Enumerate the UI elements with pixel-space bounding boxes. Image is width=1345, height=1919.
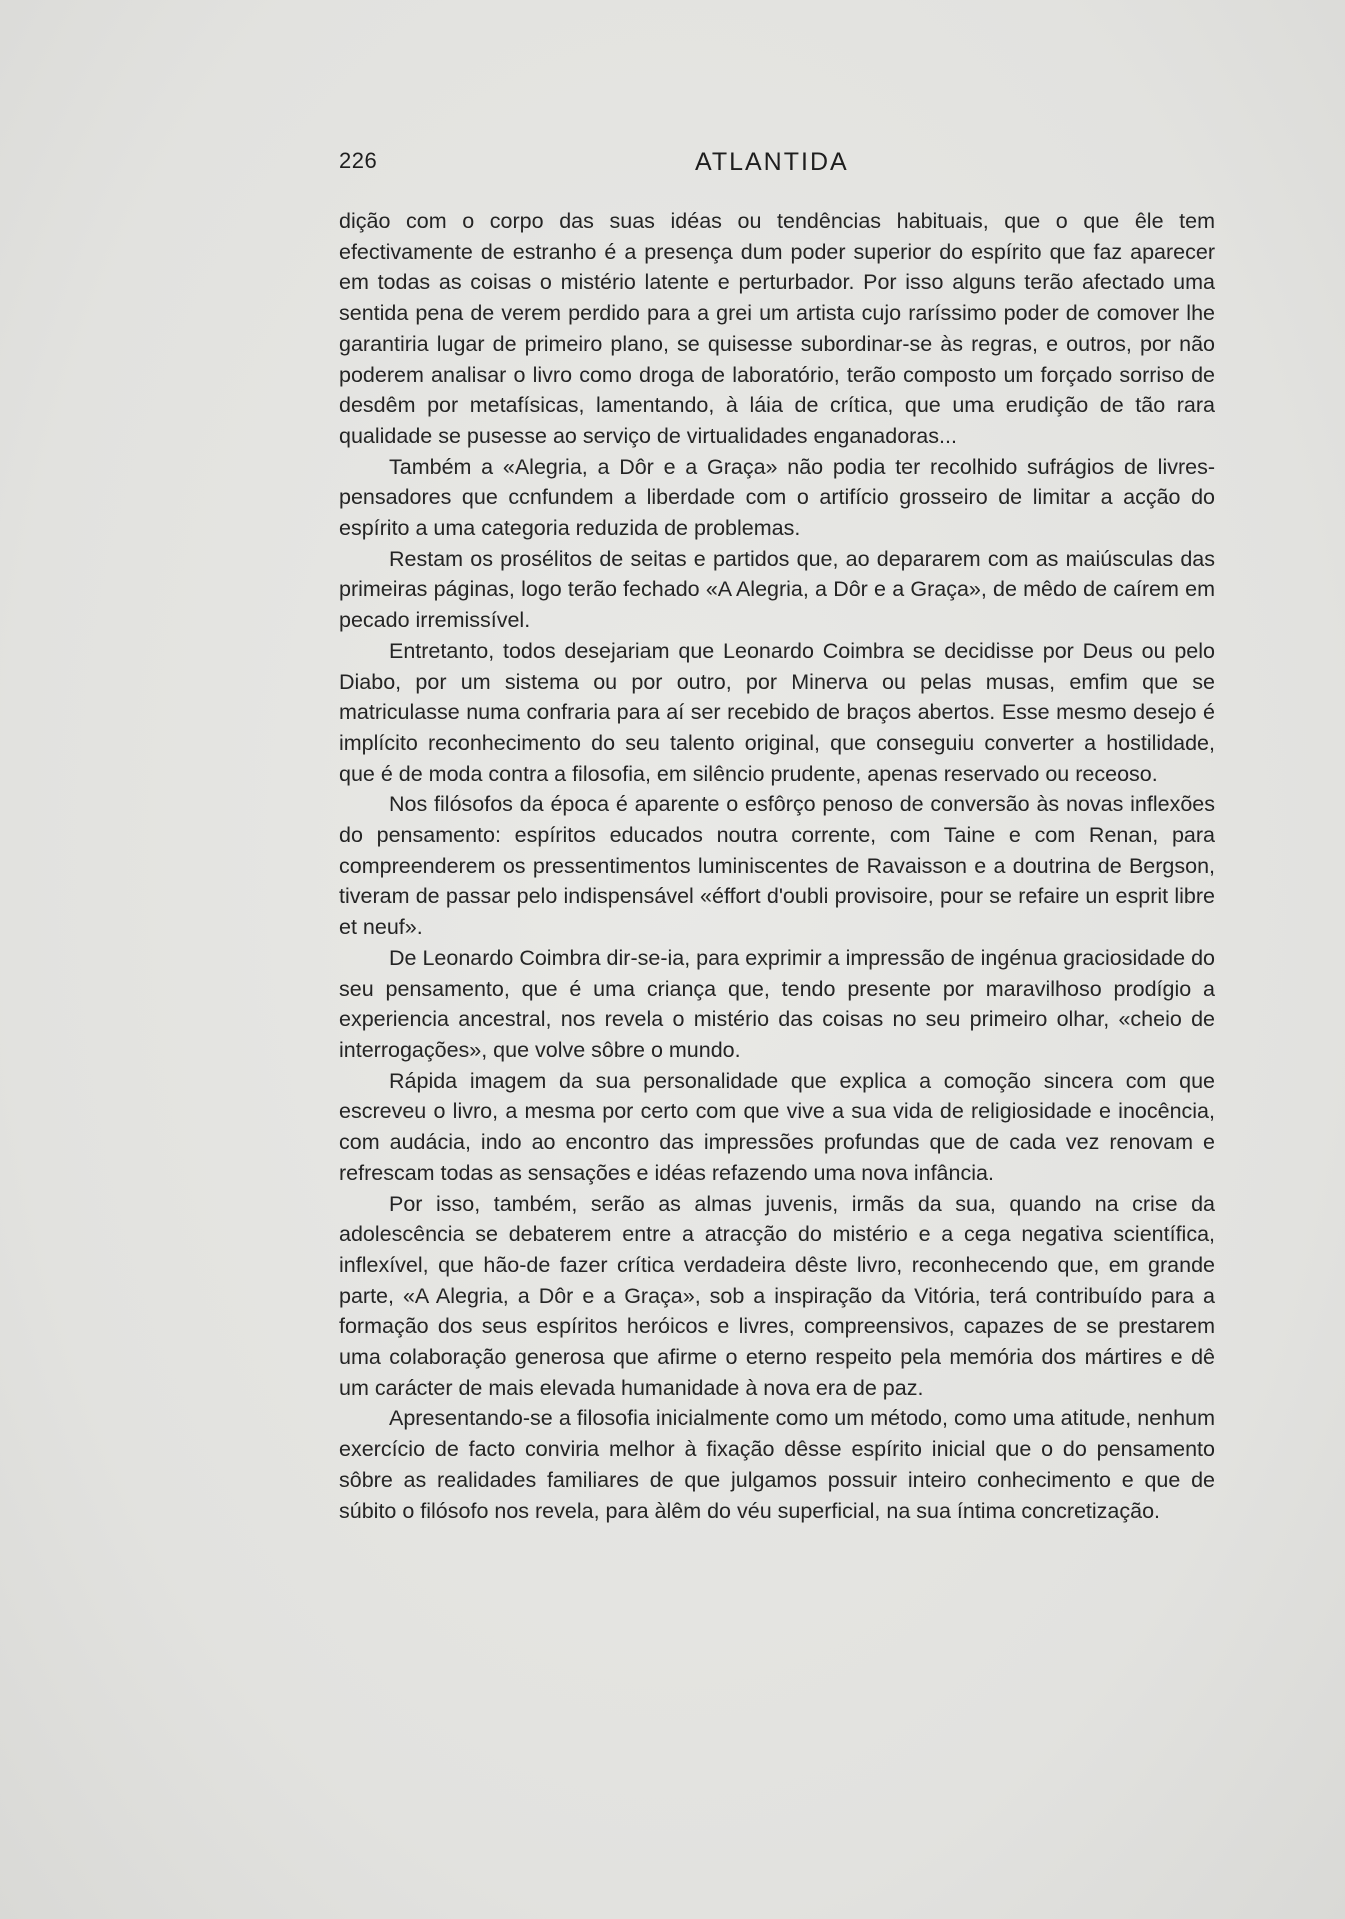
paragraph-9: Apresentando-se a filosofia inicialmente como um método, como uma atitude, nenhum exercício de facto conviria melhor à fixação dêsse espírito inicial que o do pensamento sôbre as realidades familiares de que julgamos possuir inteiro conhecimento e que de súbito o filósofo nos revela, para àlêm do véu superficial, na sua íntima concretização. [339,1406,1215,1523]
paragraph-4: Entretanto, todos desejariam que Leonardo Coimbra se decidisse por Deus ou pelo Diabo, por um sistema ou por outro, por Minerva ou pelas musas, emfim que se matriculasse numa confraria para aí ser recebido de braços abertos. Esse mesmo desejo é implícito reconhecimento do seu talento original, que conseguiu converter a hostilidade, que é de moda contra a filosofia, em silêncio prudente, apenas reservado ou receoso. [339,638,1215,786]
page-number: 226 [339,148,378,173]
page-header [339,148,1215,182]
running-title: ATLANTIDA [695,148,849,176]
body-text [339,206,1215,1526]
paragraph-5: Nos filósofos da época é aparente o esfôrço penoso de conversão às novas inflexões do pensamento: espíritos educados noutra corrente, com Taine e com Renan, para compreenderem os pressentimentos luminiscentes de Ravaisson e a doutrina de Bergson, tiveram de passar pelo indispensável «éffort d'oubli provisoire, pour se refaire un esprit libre et neuf». [339,792,1215,940]
paragraph-8: Por isso, também, serão as almas juvenis, irmãs da sua, quando na crise da adolescência se debaterem entre a atracção do mistério e a cega negativa scientífica, inflexível, que hão-de fazer crítica verdadeira dêste livro, reconhecendo que, em grande parte, «A Alegria, a Dôr e a Graça», sob a inspiração da Vitória, terá contribuído para a formação dos seus espíritos heróicos e livres, compreensivos, capazes de se prestarem uma colaboração generosa que afirme o eterno respeito pela memória dos mártires e dê um carácter de mais elevada humanidade à nova era de paz. [339,1191,1215,1400]
paragraph-1: dição com o corpo das suas idéas ou tendências habituais, que o que êle tem efectivamente de estranho é a presença dum poder superior do espírito que faz aparecer em todas as coisas o mistério latente e perturbador. Por isso alguns terão afectado uma sentida pena de verem perdido para a grei um artista cujo raríssimo poder de comover lhe garantiria lugar de primeiro plano, se quisesse subordinar-se às regras, e outros, por não poderem analisar o livro como droga de laboratório, terão composto um forçado sorriso de desdêm por metafísicas, lamentando, à láia de crítica, que uma erudição de tão rara qualidade se pusesse ao serviço de virtualidades enganadoras... [339,209,1215,448]
paragraph-2: Também a «Alegria, a Dôr e a Graça» não podia ter recolhido sufrágios de livres-pensadores que ccnfundem a liberdade com o artifício grosseiro de limitar a acção do espírito a uma categoria reduzida de problemas. [339,454,1215,541]
paragraph-7: Rápida imagem da sua personalidade que explica a comoção sincera com que escreveu o livro, a mesma por certo com que vive a sua vida de religiosidade e inocência, com audácia, indo ao encontro das impressões profundas que de cada vez renovam e refrescam todas as sensações e idéas refazendo uma nova infância. [339,1068,1215,1185]
paragraph-3: Restam os prosélitos de seitas e partidos que, ao depararem com as maiúsculas das primeiras páginas, logo terão fechado «A Alegria, a Dôr e a Graça», de mêdo de caírem em pecado irremissível. [339,546,1215,633]
paragraph-6: De Leonardo Coimbra dir-se-ia, para exprimir a impressão de ingénua graciosidade do seu pensamento, que é uma criança que, tendo presente por maravilhoso prodígio a experiencia ancestral, nos revela o mistério das coisas no seu primeiro olhar, «cheio de interrogações», que volve sôbre o mundo. [339,945,1215,1062]
